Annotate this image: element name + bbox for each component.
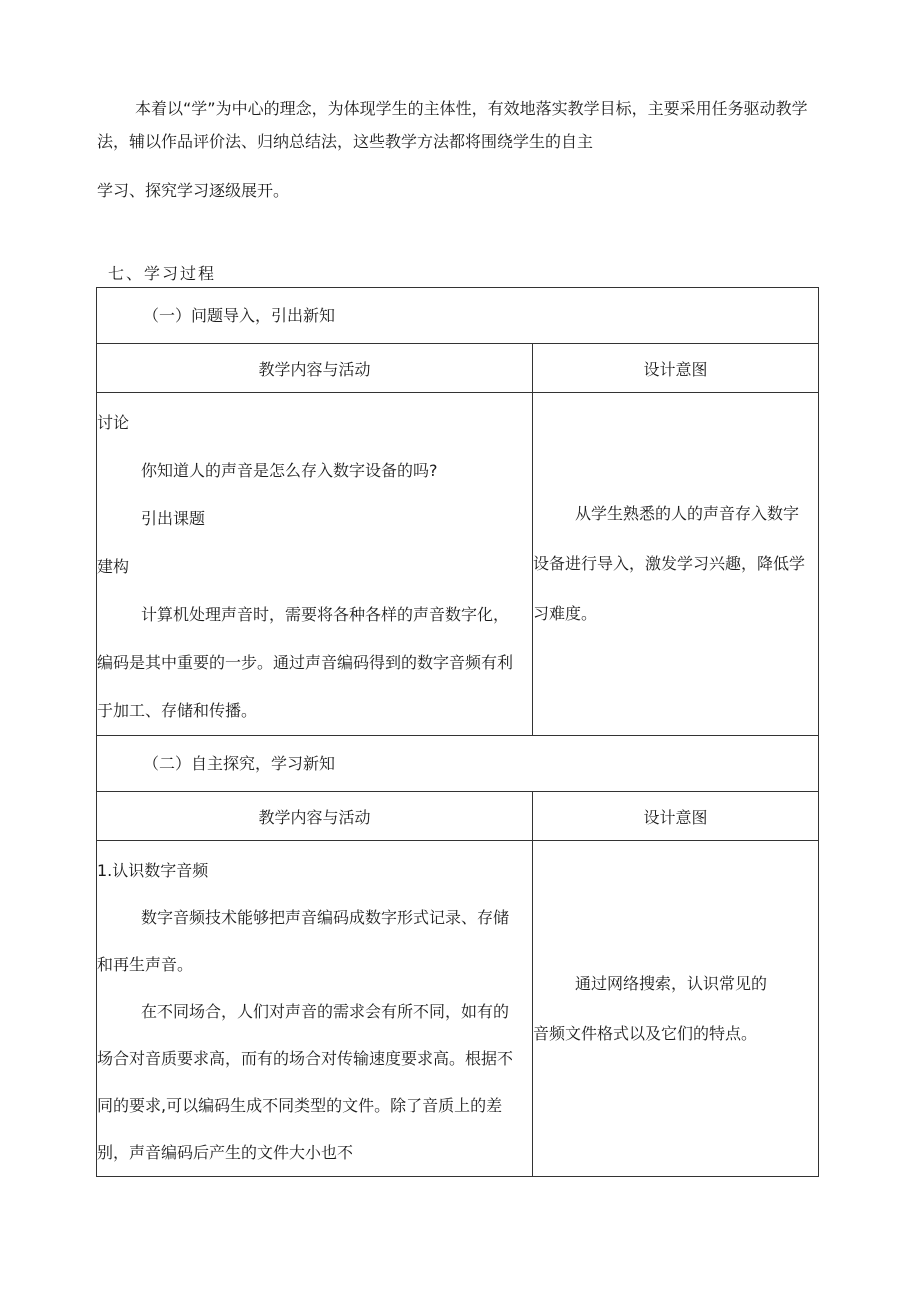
content-line: 场合对音质要求高，而有的场合对传输速度要求高。根据不	[97, 1049, 514, 1068]
section-heading: 七、学习过程	[108, 264, 217, 283]
discuss-question: 你知道人的声音是怎么存入数字设备的吗?	[141, 461, 438, 480]
content-line: 在不同场合，人们对声音的需求会有所不同，如有的	[141, 1002, 510, 1021]
item-title: 1.认识数字音频	[97, 861, 209, 880]
intent-cell	[533, 393, 819, 736]
content-line: 别，声音编码后产生的文件大小也不	[97, 1143, 354, 1162]
discuss-label: 讨论	[97, 413, 130, 432]
intro-paragraph	[97, 92, 817, 158]
table-header-row	[97, 344, 819, 393]
phase-title-cell	[97, 736, 819, 792]
build-text-line: 计算机处理声音时，需要将各种各样的声音数字化，	[141, 605, 510, 624]
build-text-line: 于加工、存储和传播。	[97, 701, 258, 720]
content-line: 同的要求,可以编码生成不同类型的文件。除了音质上的差	[97, 1096, 503, 1115]
phase-row	[97, 288, 819, 344]
table-row	[97, 393, 819, 736]
phase-title: （一）问题导入，引出新知	[143, 305, 336, 325]
column-header-intent: 设计意图	[533, 344, 819, 393]
column-header-content: 教学内容与活动	[97, 792, 533, 841]
phase-row	[97, 736, 819, 792]
intent-line: 从学生熟悉的人的声音存入数字	[575, 504, 800, 523]
intent-cell	[533, 841, 819, 1177]
intent-line: 设备进行导入，激发学习兴趣，降低学	[533, 554, 806, 573]
phase-title-cell	[97, 288, 819, 344]
content-cell	[97, 841, 533, 1177]
intent-line: 习难度。	[533, 604, 598, 623]
phase-title: （二）自主探究，学习新知	[143, 753, 336, 773]
intro-paragraph-tail: 学习、探究学习逐级展开。	[97, 181, 290, 200]
content-cell	[97, 393, 533, 736]
intent-line: 音频文件格式以及它们的特点。	[533, 1023, 758, 1043]
intro-paragraph-text: 本着以“学”为中心的理念，为体现学生的主体性，有效地落实教学目标，主要采用任务驱动教学法，辅以作品评价法、归纳总结法，这些教学方法都将围绕学生的自主	[97, 99, 808, 151]
column-header-content: 教学内容与活动	[97, 344, 533, 393]
table-header-row	[97, 792, 819, 841]
table-row	[97, 841, 819, 1177]
intro-topic: 引出课题	[141, 509, 206, 528]
content-line: 和再生声音。	[97, 955, 194, 974]
intent-line: 通过网络搜索，认识常见的	[575, 973, 768, 993]
learning-process-table	[96, 287, 819, 1177]
content-line: 数字音频技术能够把声音编码成数字形式记录、存储	[141, 908, 510, 927]
column-header-intent: 设计意图	[533, 792, 819, 841]
build-text-line: 编码是其中重要的一步。通过声音编码得到的数字音频有利	[97, 653, 514, 672]
build-label: 建构	[97, 557, 130, 576]
